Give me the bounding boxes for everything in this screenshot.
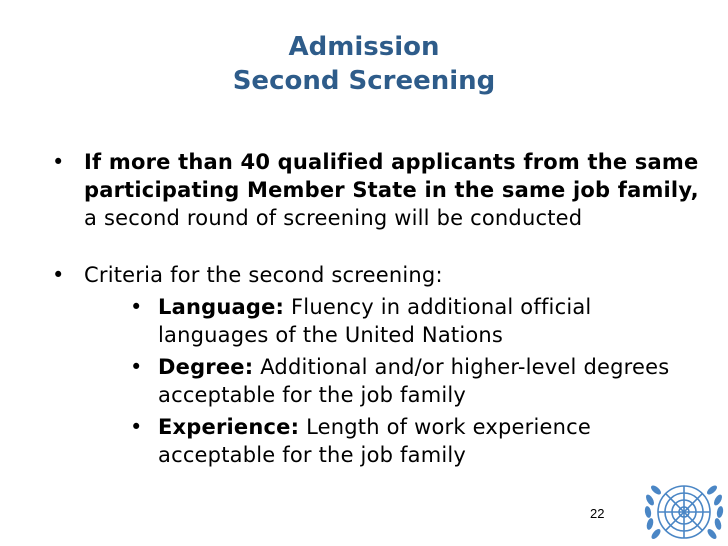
bullet-dot-icon: • <box>130 415 143 439</box>
title-line-2: Second Screening <box>232 66 496 96</box>
bullet-text: Criteria for the second screening: <box>84 263 443 287</box>
sub-bullet-item <box>84 293 702 349</box>
bullet-item <box>52 148 702 232</box>
bullet-dot-icon: • <box>52 263 65 287</box>
title-line-1: Admission <box>288 32 440 62</box>
page-number: 22 <box>590 506 605 521</box>
slide-title <box>0 30 728 98</box>
bullet-text: a second round of screening will be conducted <box>84 206 583 230</box>
criterion-term: Language: <box>158 295 285 319</box>
criterion-term: Experience: <box>158 415 300 439</box>
sub-bullet-item <box>84 413 702 469</box>
bullet-list <box>52 148 702 469</box>
criterion-text: Fluency in additional official languages of the United Nations <box>158 295 592 347</box>
bullet-item <box>52 261 702 469</box>
sub-bullet-list <box>84 293 702 469</box>
bullet-dot-icon: • <box>52 150 65 174</box>
un-emblem-icon <box>640 466 728 546</box>
bullet-dot-icon: • <box>130 295 143 319</box>
criterion-text: Length of work experience acceptable for the job family <box>158 415 591 467</box>
bullet-bold-text: If more than 40 qualified applicants from the same participating Member State in the same job family, <box>84 150 699 202</box>
criterion-term: Degree: <box>158 355 254 379</box>
sub-bullet-item <box>84 353 702 409</box>
bullet-dot-icon: • <box>130 355 143 379</box>
criterion-text: Additional and/or higher-level degrees acceptable for the job family <box>158 355 670 407</box>
